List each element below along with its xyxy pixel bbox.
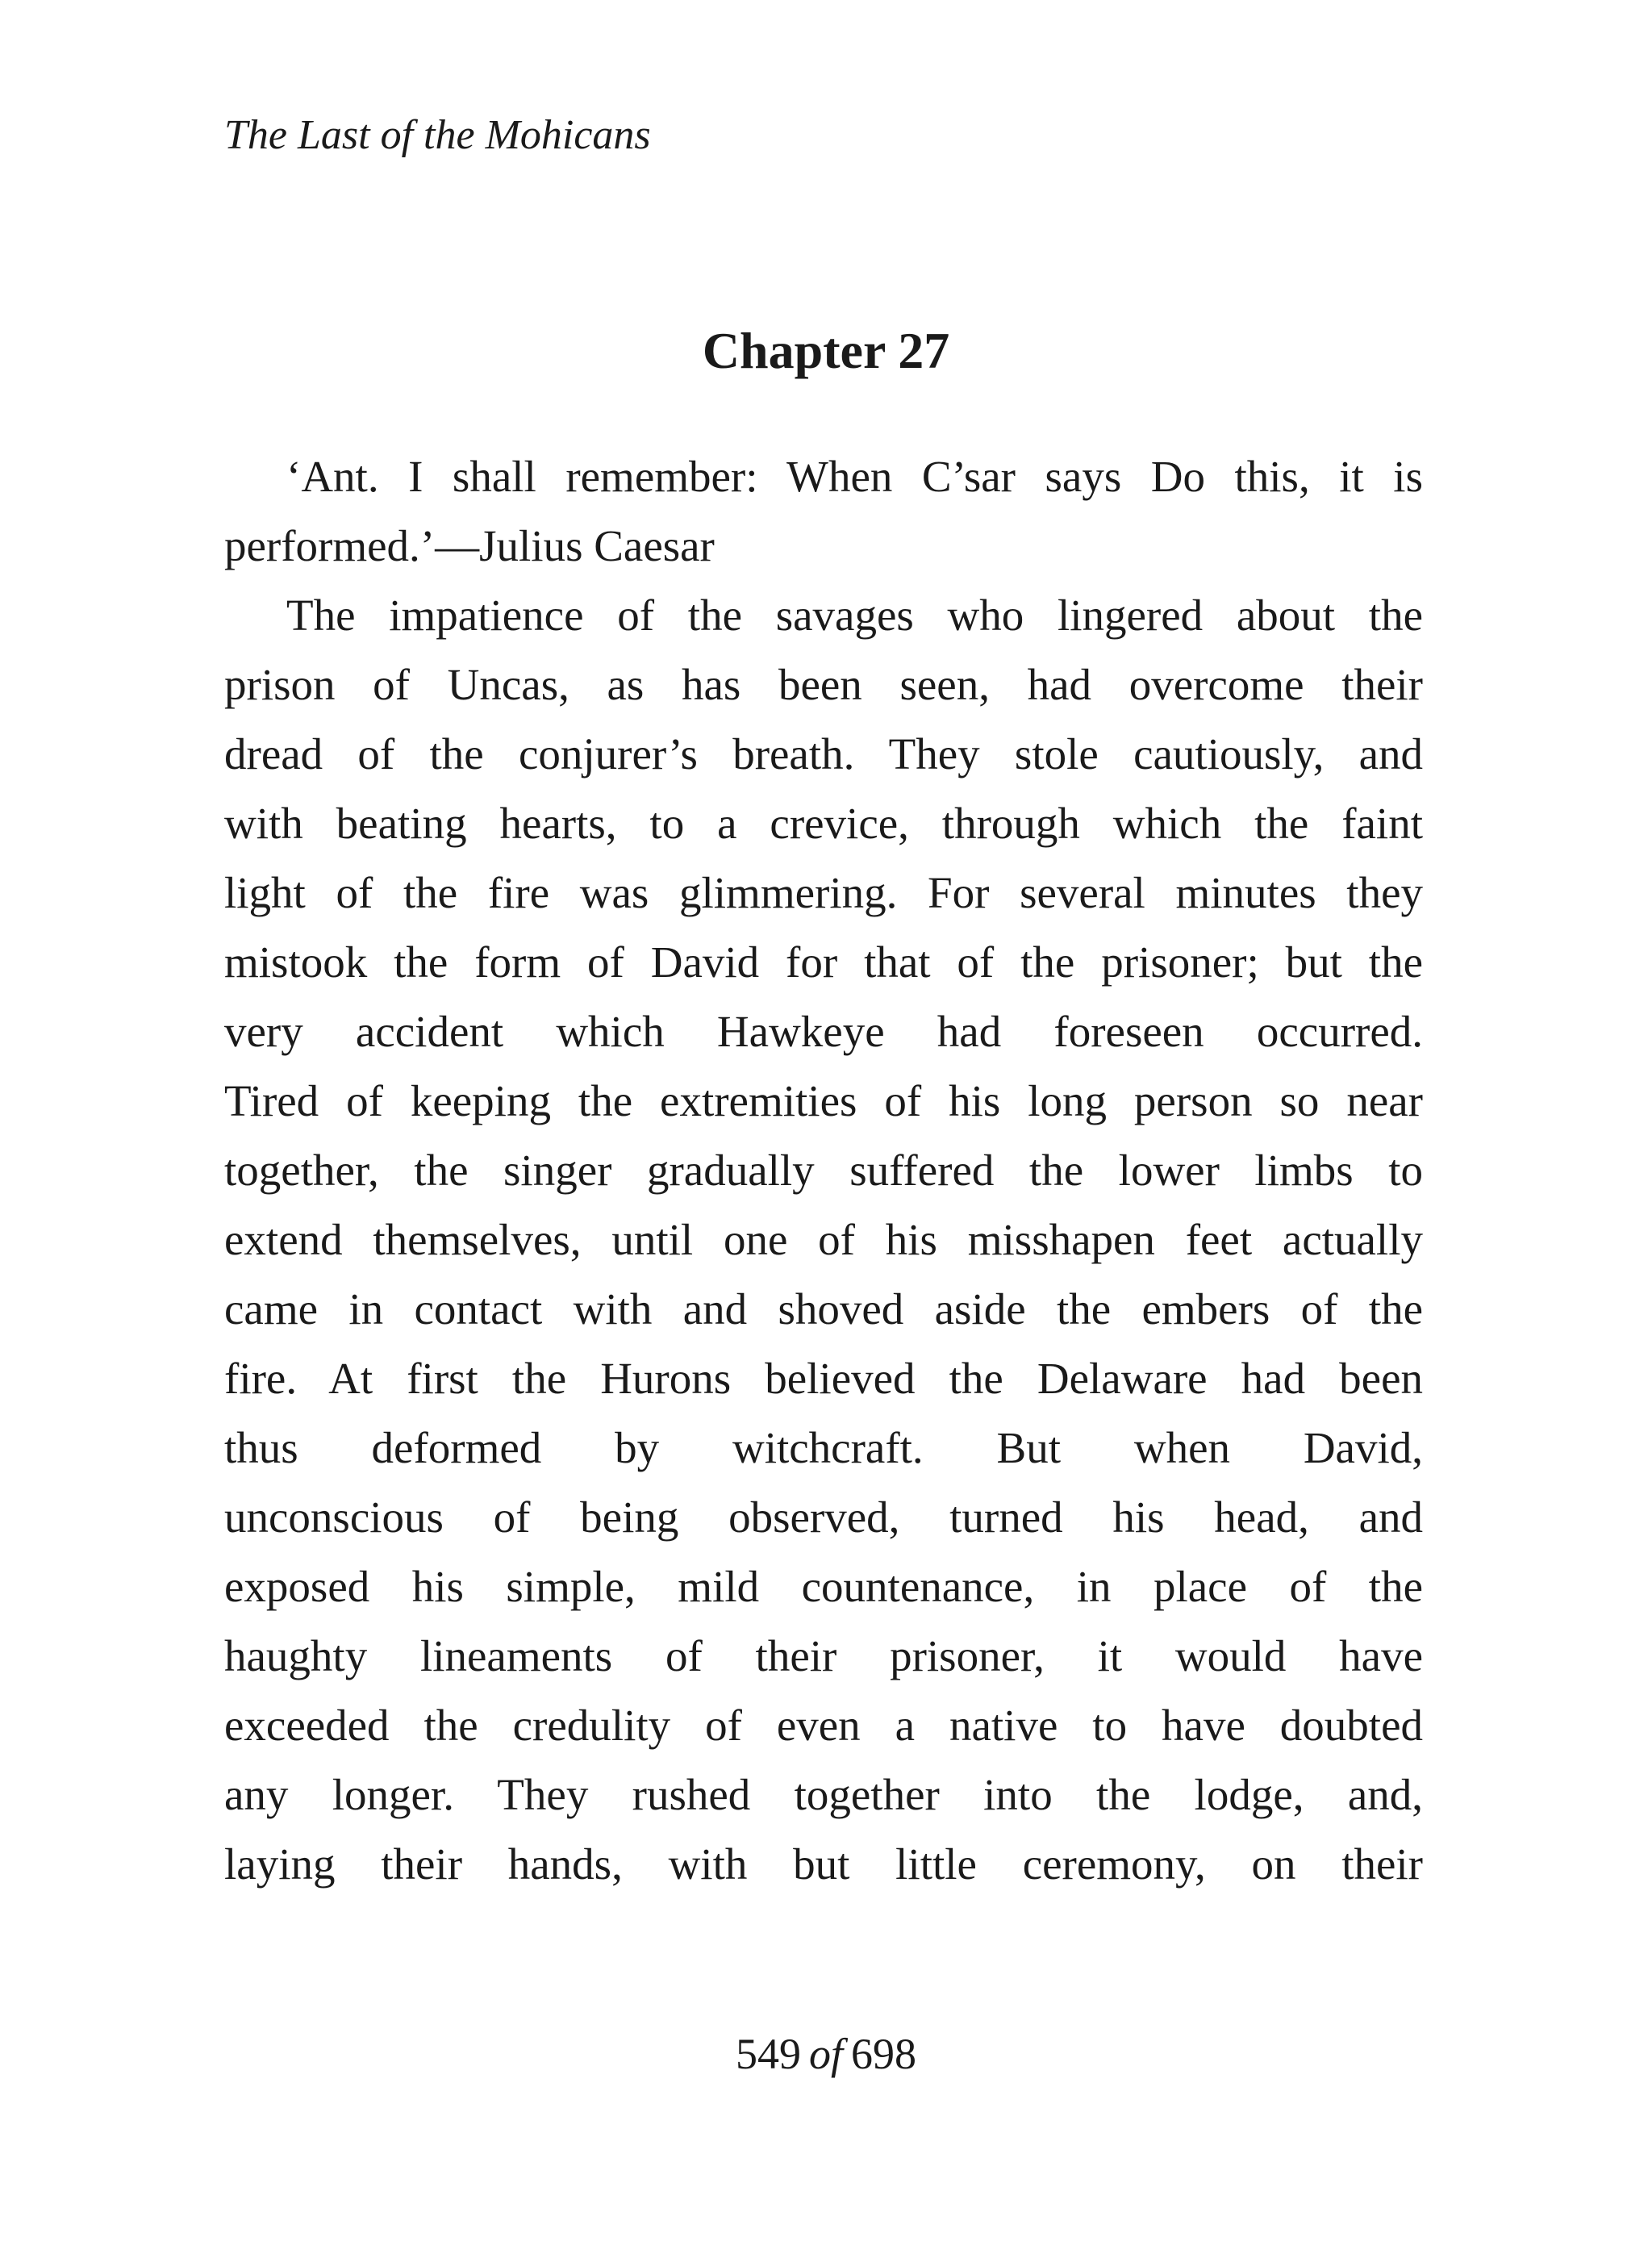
total-pages-number: 698 — [851, 2030, 916, 2078]
page-number-separator: of — [808, 2030, 843, 2078]
text-line: dread of the conjurer’s breath. They stole cautiously, and — [224, 729, 1423, 778]
text-line: haughty lineaments of their prisoner, it would have — [224, 1631, 1423, 1680]
text-line: Tired of keeping the extremities of his long person so near — [224, 1076, 1423, 1125]
text-line: fire. At first the Hurons believed the Delaware had been — [224, 1354, 1423, 1403]
text-line: thus deformed by witchcraft. But when David, — [224, 1423, 1423, 1472]
text-line: exposed his simple, mild countenance, in place of the — [224, 1562, 1423, 1611]
current-page-number: 549 — [735, 2030, 801, 2078]
text-line: exceeded the credulity of even a native to have doubted — [224, 1701, 1423, 1750]
text-line: ‘Ant. I shall remember: When C’sar says Do this, it is — [286, 452, 1423, 501]
text-line: with beating hearts, to a crevice, through which the faint — [224, 799, 1423, 848]
chapter-title: Chapter 27 — [702, 322, 950, 379]
text-line: The impatience of the savages who lingered about the — [286, 591, 1423, 640]
text-line: extend themselves, until one of his misshapen feet actually — [224, 1215, 1423, 1264]
text-line: any longer. They rushed together into the lodge, and, — [224, 1770, 1423, 1819]
running-header: The Last of the Mohicans — [224, 112, 651, 158]
text-line: prison of Uncas, as has been seen, had overcome their — [224, 660, 1423, 709]
text-line: came in contact with and shoved aside the embers of the — [224, 1284, 1423, 1334]
text-line: mistook the form of David for that of the prisoner; but the — [224, 937, 1423, 987]
page-number — [0, 2022, 1652, 2086]
text-line: laying their hands, with but little ceremony, on their — [224, 1839, 1423, 1889]
text-line: light of the fire was glimmering. For several minutes they — [224, 868, 1423, 917]
text-line: performed.’—Julius Caesar — [224, 521, 715, 570]
text-line: very accident which Hawkeye had foreseen occurred. — [224, 1007, 1423, 1056]
text-line: together, the singer gradually suffered the lower limbs to — [224, 1146, 1423, 1195]
text-line: unconscious of being observed, turned his head, and — [224, 1492, 1423, 1542]
